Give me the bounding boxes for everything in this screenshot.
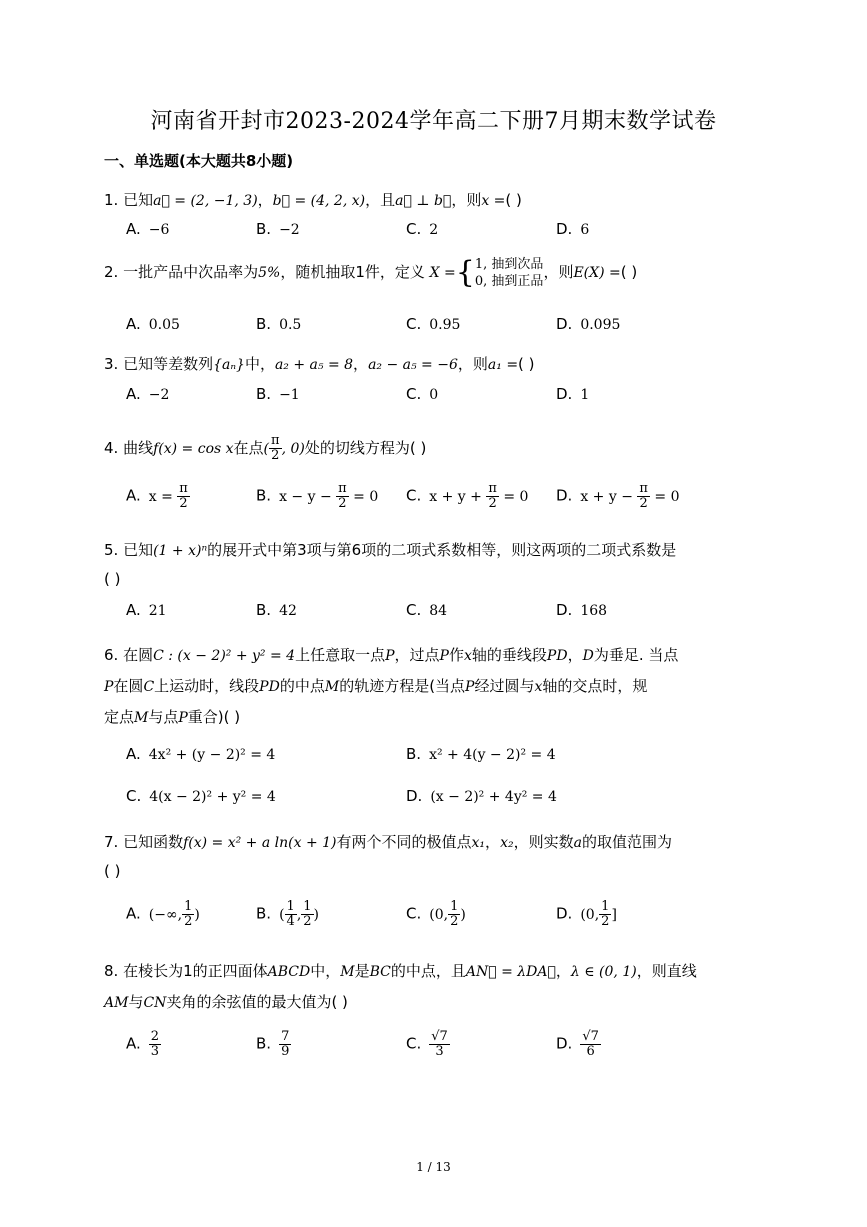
question-6: 6. 在圆C : (x − 2)² + y² = 4上任意取一点P，过点P作x轴的垂线段PD，D为垂足. 当点 P在圆C上运动时，线段PD的中点M的轨迹方程是(当点P经过圆与x轴的交点时，规 定点M与点P重合)( ) — [104, 646, 679, 726]
piecewise-brace: { — [455, 254, 475, 290]
option-c: C. 2 — [406, 220, 439, 238]
option-a: A. −6 — [126, 220, 170, 238]
page-title: 河南省开封市2023-2024学年高二下册7月期末数学试卷 — [150, 109, 717, 134]
option-d: D. 6 — [556, 220, 590, 238]
section-heading: 一、单选题(本大题共8小题) — [104, 152, 294, 170]
exam-page: 河南省开封市2023-2024学年高二下册7月期末数学试卷 一、单选题(本大题共8小题) 1. 已知a⃗ = (2, −1, 3)，b⃗ = (4, 2, x)，且a⃗ ⊥ b⃗，则x =( ) A. −6 B. −2 C. 2 D. 6 2. 一批产品中次品率为5%，随机抽取1件，定义 X ={ 1, 抽到次品 0, 抽到正品 ，则E(X) =( ) A. 0.05 B. 0.5 C. 0.95 D. 0.095 3. 已知等差数列{aₙ}中，a₂ + a₅ = 8，a₂ − a₅ = −6，则a₁ =( ) A. −2 B. −1 C. 0 D. 1 4. 曲线f(x) = cos x在点( $\frac{\pi}{2}$ , 0)处的切线方程为( ) A. x = $\frac{\pi}{2}$ B. x − y − $\frac{\pi}{2}$ = 0 C. x + y + $\frac{\pi}{2}$ = 0 D. x + y − $\frac{\pi}{2}$ = 0 5. 已知(1 + x)ⁿ的展开式中第3项与第6项的二项式系数相等，则这两项的二项式系数是 ( ) A. 21 B. 42 C. 84 D. 168 6. 在圆C : (x − 2)² + y² = 4上任意取一点P，过点P作x轴的垂线段PD，D为垂足. 当点 P在圆C上运动时，线段PD的中点M的轨迹方程是(当点P经过圆与x轴的交点时，规 定点M与点P重合)( ) A. 4x² + (y − 2)² = 4 B. x² + 4(y − 2)² = 4 C. 4(x − 2)² + y² = 4 D. (x − 2)² + 4y² = 4 7. 已知函数f(x) = x² + a ln(x + 1)有两个不同的极值点x₁，x₂，则实数a的取值范围为 ( ) A. (−∞, $\frac{1}{2}$ ) B. ( $\frac{1}{4}$ , $\frac{1}{2}$ ) C. (0, $\frac{1}{2}$ ) D. (0, $\frac{1}{2}$ ] 8. 在棱长为1的正四面体ABCD中，M是BC的中点，且AN⃗ = λDA⃗，λ ∈ (0, 1)，则直线 AM与CN夹角的余弦值的最大值为( ) A. $\frac{2}{3}$ B. $\frac{7}{9}$ C. $\frac{√7}{3}$ D. $\frac{√7}{6}$ 1 / 13 — [0, 0, 867, 1227]
page-number: 1 / 13 — [416, 1160, 451, 1174]
question-4: 4. 曲线f(x) = cos x在点( $\frac{\pi}{2}$ , 0)处的切线方程为( ) — [104, 433, 427, 463]
question-1: 1. 已知a⃗ = (2, −1, 3)，b⃗ = (4, 2, x)，且a⃗ ⊥ b⃗，则x =( ) — [104, 191, 522, 209]
option-b: B. −2 — [256, 220, 300, 238]
question-3: 3. 已知等差数列{aₙ}中，a₂ + a₅ = 8，a₂ − a₅ = −6，则a₁ =( ) — [104, 355, 535, 373]
question-7: 7. 已知函数f(x) = x² + a ln(x + 1)有两个不同的极值点x₁，x₂，则实数a的取值范围为 ( ) — [104, 833, 672, 880]
piecewise-cases: 1, 抽到次品 0, 抽到正品 — [474, 256, 544, 289]
question-8: 8. 在棱长为1的正四面体ABCD中，M是BC的中点，且AN⃗ = λDA⃗，λ ∈ (0, 1)，则直线 AM与CN夹角的余弦值的最大值为( ) — [104, 962, 697, 1011]
question-2: 2. 一批产品中次品率为5%，随机抽取1件，定义 X ={ 1, 抽到次品 0, 抽到正品 ，则E(X) =( ) — [104, 254, 638, 290]
question-5: 5. 已知(1 + x)ⁿ的展开式中第3项与第6项的二项式系数相等，则这两项的二项式系数是 ( ) — [104, 541, 677, 588]
